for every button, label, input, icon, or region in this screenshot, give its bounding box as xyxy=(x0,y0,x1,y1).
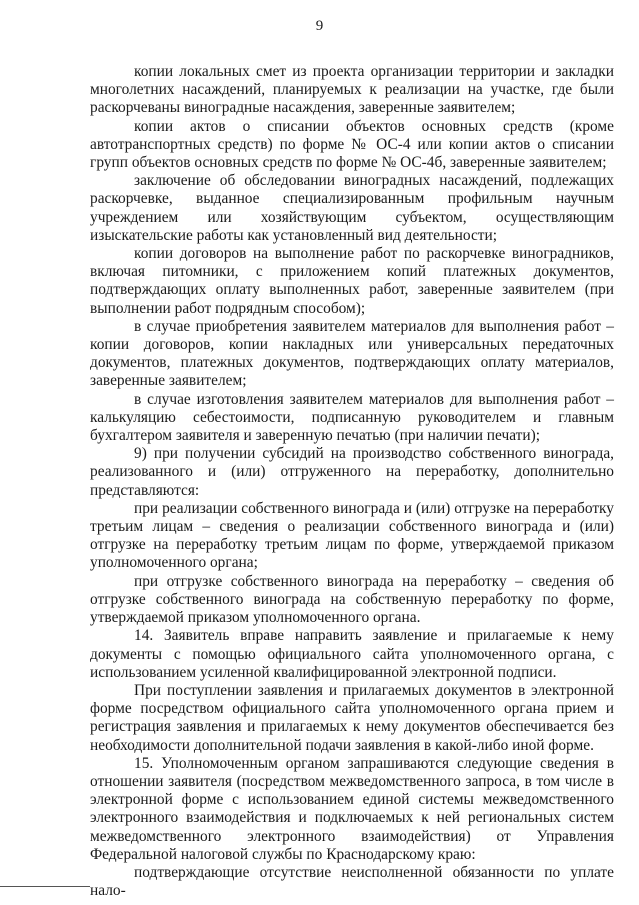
paragraph-local-estimates: копии локальных смет из проекта организации территории и закладки многолетних насаждений, планируемых к реализации на участке, где были раскорчеваны виноградные насаждения, заверенные заявителем; xyxy=(90,63,614,117)
paragraph-own-processing: при отгрузке собственного винограда на переработку – сведения об отгрузке собственного винограда на собственную переработку по форме, утверждаемой приказом уполномоченного органа. xyxy=(90,572,614,627)
paragraph-write-off-acts: копии актов о списании объектов основных средств (кроме автотранспортных средств) по форме № ОС-4 или копии актов о списании групп объектов основных средств по форме № ОС-4б, заверенные заявителем; xyxy=(90,117,614,172)
paragraph-item-9: 9) при получении субсидий на производство собственного винограда, реализованного и (или) отгруженного на переработку, дополнительно представляются: xyxy=(90,445,614,499)
paragraph-uprooting-contracts: копии договоров на выполнение работ по раскорчевке виноградников, включая питомники, с приложением копий платежных документов, подтверждающих оплату выполненных работ, заверенные заявителем (при выполнении работ подрядным способом); xyxy=(90,245,614,317)
paragraph-materials-manufacture: в случае изготовления заявителем материалов для выполнения работ – калькуляцию себестоимости, подписанную руководителем и главным бухгалтером заявителя и заверенную печатью (при наличии печати); xyxy=(90,390,614,445)
paragraph-inspection-conclusion: заключение об обследовании виноградных насаждений, подлежащих раскорчевке, выданное специализированным профильным научным учреждением или хозяйствующим субъектом, осуществляющим изыскательские работы как установленный вид деятельности; xyxy=(90,172,614,244)
footnote-divider xyxy=(0,886,90,887)
paragraph-item-15: 15. Уполномоченным органом запрашиваются следующие сведения в отношении заявителя (посредством межведомственного запроса, в том числе в электронной форме с использованием единой системы межведомственного электронного взаимодействия и подключаемых к ней региональных систем межведомственного электронного взаимодействия) от Управления Федеральной налоговой службы по Краснодарскому краю: xyxy=(90,754,614,863)
document-body xyxy=(90,63,614,900)
page-number: 9 xyxy=(315,18,324,34)
paragraph-materials-purchase: в случае приобретения заявителем материалов для выполнения работ – копии договоров, копии накладных или универсальных передаточных документов, платежных документов, подтверждающих оплату материалов, заверенные заявителем; xyxy=(90,317,614,390)
paragraph-electronic-submission: При поступлении заявления и прилагаемых документов в электронной форме посредством официального сайта уполномоченного органа прием и регистрация заявления и прилагаемых к нему документов обеспечивается без необходимости дополнительной подачи заявления в какой-либо иной форме. xyxy=(90,681,614,754)
paragraph-tax-obligation: подтверждающие отсутствие неисполненной обязанности по уплате нало- xyxy=(90,863,614,900)
paragraph-item-14: 14. Заявитель вправе направить заявление и прилагаемые к нему документы с помощью официального сайта уполномоченного органа, с использованием усиленной квалифицированной электронной подписи. xyxy=(90,627,614,681)
paragraph-third-party-sales: при реализации собственного винограда и (или) отгрузке на переработку третьим лицам – сведения о реализации собственного винограда и (или) отгрузке на переработку третьим лицам по форме, утверждаемой приказом уполномоченного органа; xyxy=(90,499,614,572)
